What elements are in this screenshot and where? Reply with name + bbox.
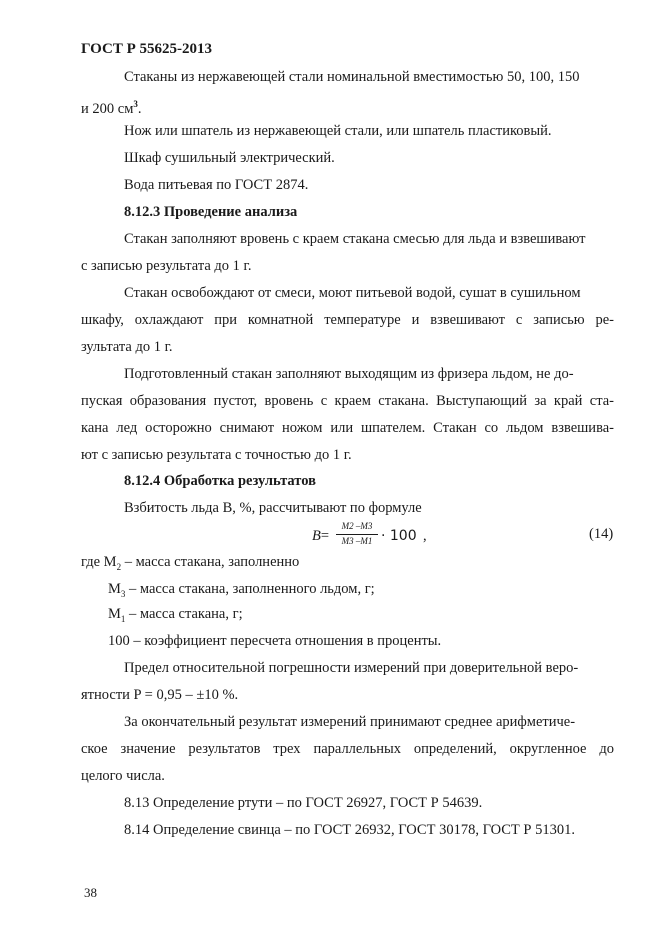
formula-fraction [334,521,380,551]
text-line: с записью результата до 1 г. [81,258,252,274]
text-line: Шкаф сушильный электрический. [124,150,335,166]
section-heading: 8.12.4 Обработка результатов [124,473,316,489]
document-header: ГОСТ Р 55625-2013 [81,41,213,57]
text-line: Стаканы из нержавеющей стали номинальной вместимостью 50, 100, 150 [124,69,580,85]
text-line: ют с записью результата с точностью до 1 г. [81,447,352,463]
text-line: Стакан заполняют вровень с краем стакана смесью для льда и взвешивают [124,231,586,247]
formula-comma: , [423,528,427,544]
text-line: кана лед осторожно снимают ножом или шпателем. Стакан со льдом взвешива- [81,420,614,436]
text-line: Нож или шпатель из нержавеющей стали, или шпатель пластиковый. [124,123,552,139]
text-line: 8.13 Определение ртути – по ГОСТ 26927, ГОСТ Р 54639. [124,795,483,811]
text-line: и 200 $см^3$. [81,99,142,117]
text-line: 100 – коэффициент пересчета отношения в проценты. [108,633,442,649]
text-line: Взбитость льда B, %, рассчитывают по формуле [124,500,422,516]
text-line: пуская образования пустот, вровень с краем стакана. Выступающий за край ста- [81,393,614,409]
text-line: Вода питьевая по ГОСТ 2874. [124,177,309,193]
text-line: Предел относительной погрешности измерений при доверительной веро- [124,660,579,676]
page-number: 38 [84,885,97,900]
text-line: За окончательный результат измерений принимают среднее арифметиче- [124,714,576,730]
text-line: ское значение результатов трех параллельных определений, округленное до [81,741,614,757]
formula-denominator: M3 –M1 [341,536,373,546]
text-line: шкафу, охлаждают при комнатной температуре и взвешивают с записью ре- [81,312,614,328]
formula-numerator: M2 –M3 [341,521,373,531]
text-line: $M_3$ – масса стакана, заполненного льдом, г; [108,581,375,599]
fraction-bar [336,534,378,535]
text-line: целого числа. [81,768,165,784]
text-line: Подготовленный стакан заполняют выходящим из фризера льдом, не до- [124,366,574,382]
text-line: зультата до 1 г. [81,339,173,355]
section-heading: 8.12.3 Проведение анализа [124,204,298,220]
text-line: Стакан освобождают от смеси, моют питьевой водой, сушат в сушильном [124,285,581,301]
text-line: 8.14 Определение свинца – по ГОСТ 26932, ГОСТ 30178, ГОСТ Р 51301. [124,822,575,838]
formula-number: (14) [589,526,614,542]
formula-multiplier: · 100 [381,528,417,544]
formula-lhs: B= [312,528,330,544]
text-line: где $M_2$ – масса стакана, заполненно [81,554,300,572]
text-line: $M_1$ – масса стакана, г; [108,606,243,624]
text-line: ятности P = 0,95 – ±10 %. [81,687,239,703]
